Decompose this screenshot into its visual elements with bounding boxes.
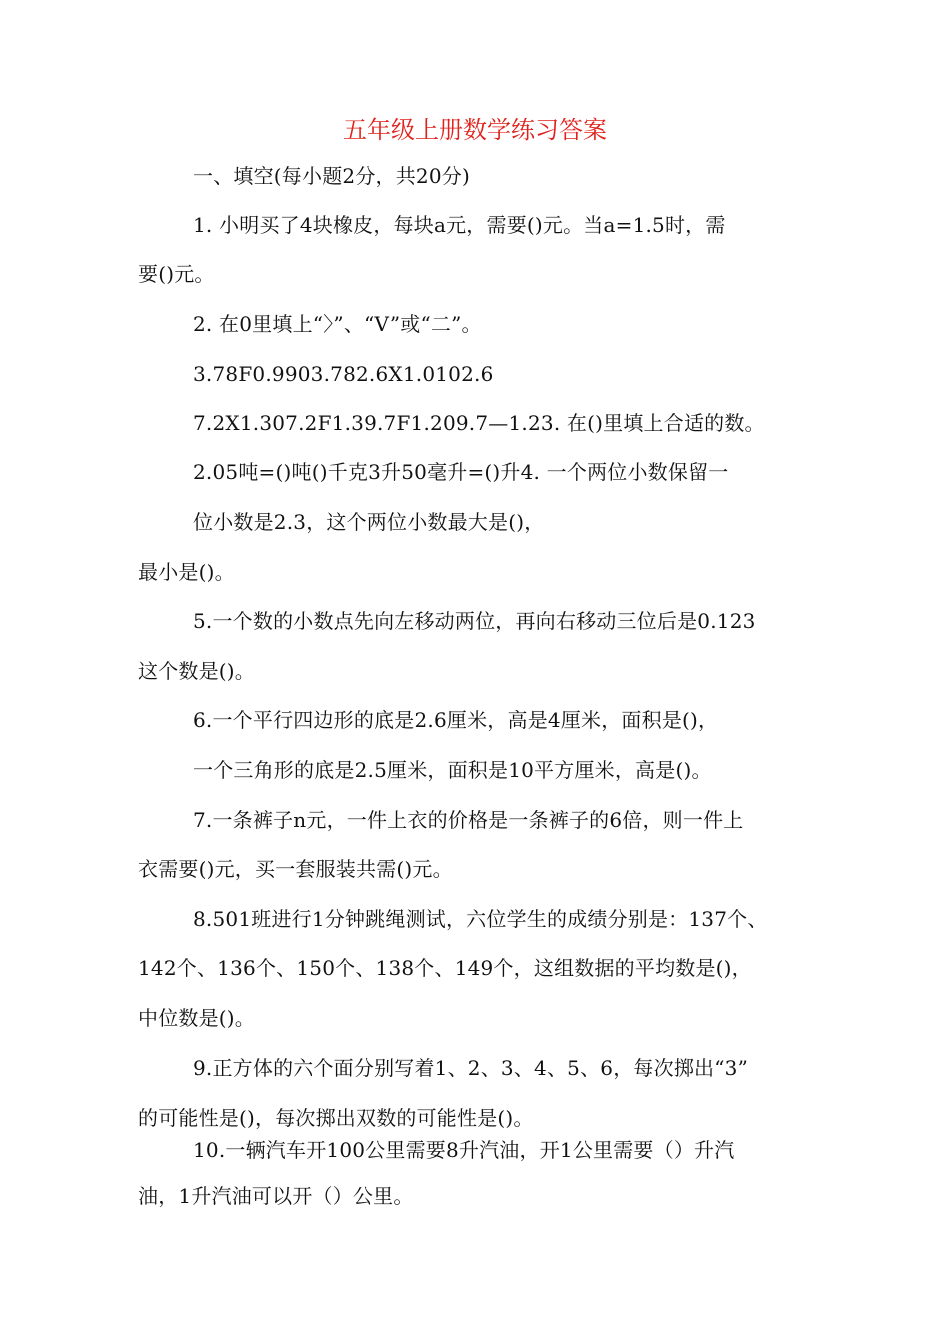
question-9-line-1: 9.正方体的六个面分别写着1、2、3、4、5、6，每次掷出“3”	[193, 1056, 749, 1080]
question-8-line-2: 142个、136个、150个、138个、149个，这组数据的平均数是()，	[138, 956, 752, 980]
question-1-line-1: 1. 小明买了4块橡皮，每块a元，需要()元。当a=1.5时，需	[193, 213, 726, 237]
question-10-line-2: 油，1升汽油可以开（）公里。	[138, 1184, 414, 1208]
question-5-line-2: 这个数是()。	[138, 659, 256, 683]
question-2-line-1: 2. 在0里填上“〉”、“V”或“二”。	[193, 312, 482, 336]
question-2-line-3: 7.2X1.307.2F1.39.7F1.209.7—1.23. 在()里填上合适的数。	[193, 411, 765, 435]
question-8-line-3: 中位数是()。	[138, 1006, 256, 1030]
question-1-line-2: 要()元。	[138, 262, 215, 286]
question-10-line-1: 10.一辆汽车开100公里需要8升汽油，开1公里需要（）升汽	[193, 1138, 735, 1162]
question-9-line-2: 的可能性是()，每次掷出双数的可能性是()。	[138, 1106, 534, 1130]
question-4-line-1: 位小数是2.3，这个两位小数最大是()，	[193, 510, 545, 534]
section-heading: 一、填空(每小题2分，共20分)	[193, 164, 470, 188]
question-4-line-2: 最小是()。	[138, 560, 235, 584]
question-6-line-2: 一个三角形的底是2.5厘米，面积是10平方厘米，高是()。	[193, 758, 712, 782]
question-6-line-1: 6.一个平行四边形的底是2.6厘米，高是4厘米，面积是()，	[193, 708, 719, 732]
question-3-line-1: 2.05吨=()吨()千克3升50毫升=()升4. 一个两位小数保留一	[193, 460, 729, 484]
question-2-line-2: 3.78F0.9903.782.6X1.0102.6	[193, 362, 494, 386]
page-title: 五年级上册数学练习答案	[343, 116, 607, 144]
question-5-line-1: 5.一个数的小数点先向左移动两位，再向右移动三位后是0.123	[193, 609, 756, 633]
question-8-line-1: 8.501班进行1分钟跳绳测试，六位学生的成绩分别是：137个、	[193, 907, 768, 931]
question-7-line-2: 衣需要()元，买一套服装共需()元。	[138, 857, 453, 881]
question-7-line-1: 7.一条裤子n元，一件上衣的价格是一条裤子的6倍，则一件上	[193, 808, 744, 832]
